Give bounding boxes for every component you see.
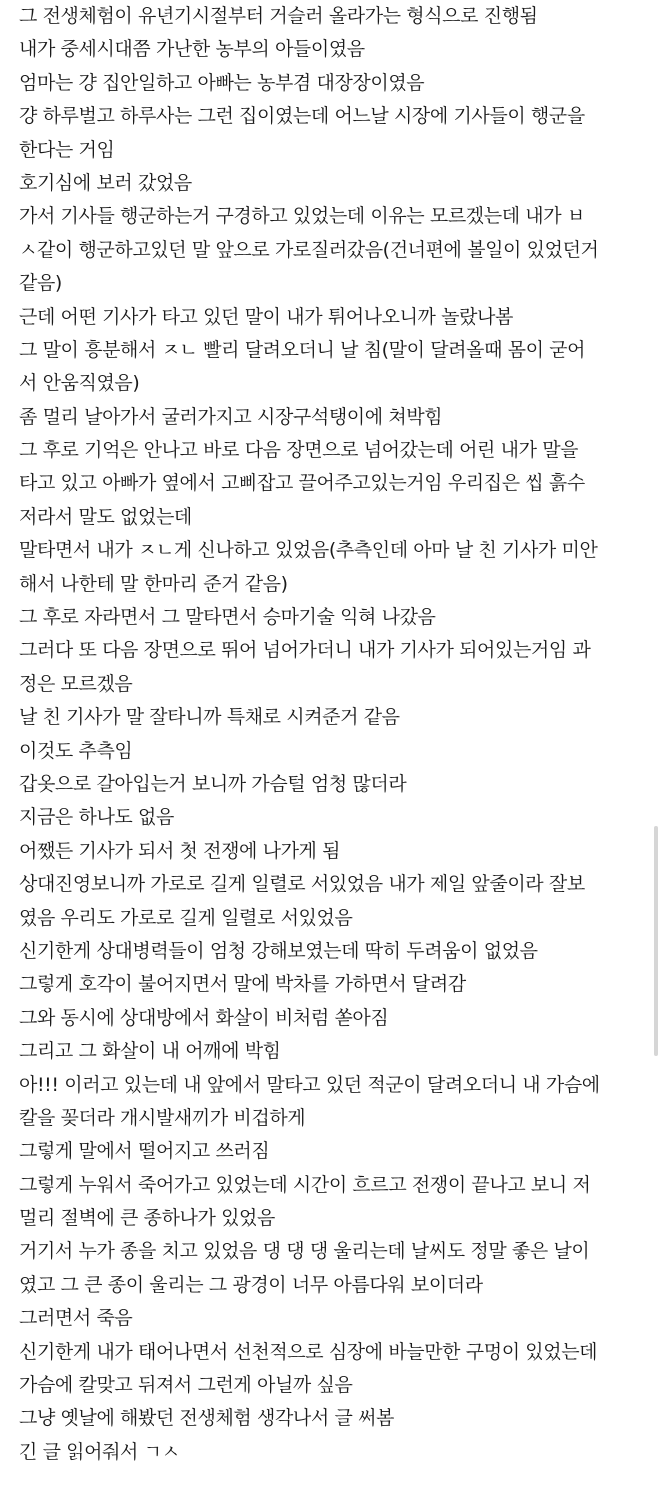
post-line: 그 전생체험이 유년기시절부터 거슬러 올라가는 형식으로 진행됨 (19, 5, 538, 27)
post-line: 날 친 기사가 말 잘타니까 특채로 시켜준거 같음 (19, 706, 400, 729)
post-line: 그렇게 말에서 떨어지고 쓰러짐 (19, 1140, 270, 1163)
post-line: 멀리 절벽에 큰 종하나가 있었음 (19, 1207, 275, 1230)
post-line: 이것도 추측임 (19, 739, 133, 762)
post-line: ㅅ같이 행군하고있던 말 앞으로 가로질러갔음(건너편에 볼일이 있었던거 (19, 238, 599, 261)
post-line: 같음) (19, 272, 62, 295)
post-line: 저라서 말도 없었는데 (19, 505, 192, 528)
post-line: 말타면서 내가 ㅈㄴ게 신나하고 있었음(추측인데 아마 날 친 기사가 미안 (19, 539, 598, 562)
post-line: 신기한게 내가 태어나면서 선천적으로 심장에 바늘만한 구멍이 있었는데 (19, 1340, 598, 1363)
post-body (19, 0, 645, 1469)
post-line: 한다는 거임 (19, 138, 115, 161)
scrollbar-thumb[interactable] (654, 826, 658, 1056)
post-line: 갑옷으로 갈아입는거 보니까 가슴털 엄청 많더라 (19, 772, 407, 795)
post-line: 엄마는 걍 집안일하고 아빠는 농부겸 대장장이였음 (19, 71, 425, 94)
post-line: 그러다 또 다음 장면으로 뛰어 넘어가더니 내가 기사가 되어있는거임 과 (19, 639, 591, 662)
post-line: 거기서 누가 종을 치고 있었음 댕 댕 댕 울리는데 날씨도 정말 좋은 날이 (19, 1240, 590, 1263)
post-line: 가슴에 칼맞고 뒤져서 그런게 아닐까 싶음 (19, 1374, 353, 1397)
post-line: 그렇게 누워서 죽어가고 있었는데 시간이 흐르고 전쟁이 끝나고 보니 저 (19, 1173, 591, 1196)
post-line: 그와 동시에 상대방에서 화살이 비처럼 쏟아짐 (19, 1006, 389, 1029)
post-line: 좀 멀리 날아가서 굴러가지고 시장구석탱이에 쳐박힘 (19, 405, 443, 428)
post-line: 근데 어떤 기사가 타고 있던 말이 내가 튀어나오니까 놀랐나봄 (19, 305, 513, 328)
post-line: 아!!! 이러고 있는데 내 앞에서 말타고 있던 적군이 달려오더니 내 가슴에 (19, 1073, 600, 1096)
post-line: 그냥 옛날에 해봤던 전생체험 생각나서 글 써봄 (19, 1407, 394, 1430)
post-line: 어쨌든 기사가 되서 첫 전쟁에 나가게 됨 (19, 839, 341, 862)
post-line: 정은 모르겠음 (19, 672, 133, 695)
post-line: 였음 우리도 가로로 길게 일렬로 서있었음 (19, 906, 353, 929)
post-line: 그리고 그 화살이 내 어깨에 박힘 (19, 1040, 281, 1063)
post-line: 그러면서 죽음 (19, 1307, 133, 1330)
post-line: 긴 글 읽어줘서 ㄱㅅ (19, 1440, 180, 1463)
post-line: 그 후로 자라면서 그 말타면서 승마기술 익혀 나갔음 (19, 606, 436, 629)
post-line: 가서 기사들 행군하는거 구경하고 있었는데 이유는 모르겠는데 내가 ㅂ (19, 205, 585, 228)
post-line: 그 말이 흥분해서 ㅈㄴ 빨리 달려오더니 날 침(말이 달려올때 몸이 굳어 (19, 338, 586, 361)
post-line: 지금은 하나도 없음 (19, 806, 174, 829)
post-line: 호기심에 보러 갔었음 (19, 171, 192, 194)
post-line: 걍 하루벌고 하루사는 그런 집이였는데 어느날 시장에 기사들이 행군을 (19, 105, 585, 128)
post-line: 해서 나한테 말 한마리 준거 같음) (19, 572, 288, 595)
post-line: 그 후로 기억은 안나고 바로 다음 장면으로 넘어갔는데 어린 내가 말을 (19, 439, 579, 462)
post-line: 였고 그 큰 종이 울리는 그 광경이 너무 아름다워 보이더라 (19, 1273, 483, 1296)
post-line: 신기한게 상대병력들이 엄청 강해보였는데 딱히 두려움이 없었음 (19, 939, 538, 962)
post-line: 내가 중세시대쯤 가난한 농부의 아들이였음 (19, 38, 365, 61)
post-line: 그렇게 호각이 불어지면서 말에 박차를 가하면서 달려감 (19, 973, 466, 996)
post-line: 타고 있고 아빠가 옆에서 고삐잡고 끌어주고있는거임 우리집은 씹 흙수 (19, 472, 585, 495)
post-line: 칼을 꽂더라 개시발새끼가 비겁하게 (19, 1106, 306, 1129)
post-line: 상대진영보니까 가로로 길게 일렬로 서있었음 내가 제일 앞줄이라 잘보 (19, 873, 585, 896)
post-line: 서 안움직였음) (19, 372, 140, 395)
